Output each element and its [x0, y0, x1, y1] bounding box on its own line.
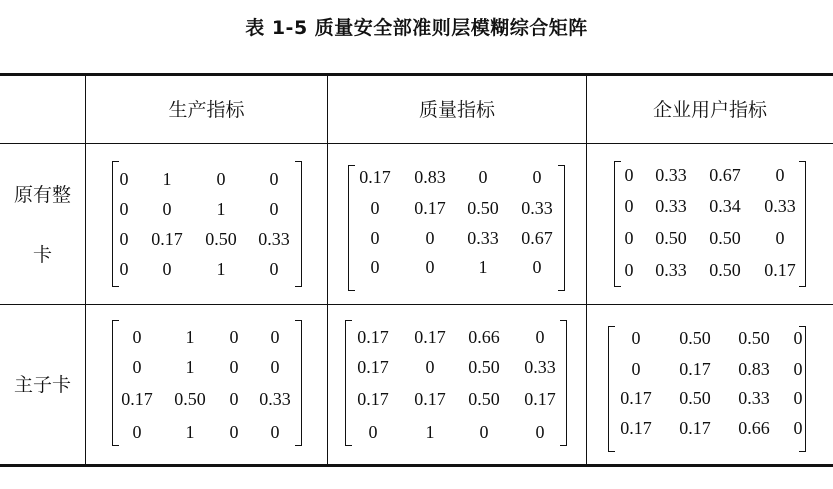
- matrix-cell: 0.66: [468, 327, 500, 347]
- matrix-cell: 0.83: [738, 359, 770, 379]
- matrix-cell: 0: [370, 228, 380, 248]
- matrix-cell: 0.33: [524, 357, 556, 377]
- matrix-cell: 0: [269, 169, 279, 189]
- matrix-row: [112, 417, 302, 447]
- matrix-cell: 1: [478, 257, 488, 277]
- matrix-cell: 0: [624, 165, 634, 185]
- matrix-cell: 1: [216, 199, 226, 219]
- matrix-cell: 0.67: [709, 165, 741, 185]
- matrix-cell: 0.17: [764, 260, 796, 280]
- matrix-row: [112, 224, 302, 254]
- matrix-row: [614, 191, 806, 221]
- matrix-cell: 0.33: [467, 228, 499, 248]
- matrix-cell: 0: [229, 357, 239, 377]
- matrix-cell: 0.50: [679, 328, 711, 348]
- matrix-row: [608, 413, 806, 443]
- matrix-cell: 1: [425, 422, 435, 442]
- matrix-cell: 0.50: [655, 228, 687, 248]
- matrix-cell: 0: [270, 357, 280, 377]
- matrix-row: [112, 322, 302, 352]
- matrix-cell: 0.17: [121, 389, 153, 409]
- matrix-row: [348, 193, 565, 223]
- matrix-cell: 0: [535, 327, 545, 347]
- matrix-cell: 0.17: [359, 167, 391, 187]
- matrix-cell: 0: [631, 359, 641, 379]
- matrix-cell: 0.17: [524, 389, 556, 409]
- matrix-cell: 0.17: [357, 357, 389, 377]
- matrix-cell: 0.50: [738, 328, 770, 348]
- matrix-row: [608, 323, 806, 353]
- matrix-row: [614, 160, 806, 190]
- matrix-cell: 0.50: [205, 229, 237, 249]
- matrix-cell: 0: [370, 257, 380, 277]
- matrix-cell: 0.17: [620, 388, 652, 408]
- matrix-cell: 1: [162, 169, 172, 189]
- fuzzy-matrix: [345, 320, 567, 444]
- matrix-cell: 0: [119, 169, 129, 189]
- table-bottom-rule: [0, 464, 833, 467]
- matrix-cell: 0: [216, 169, 226, 189]
- matrix-cell: 0: [119, 259, 129, 279]
- matrix-row: [112, 254, 302, 284]
- matrix-cell: 0.33: [521, 198, 553, 218]
- matrix-cell: 0.33: [258, 229, 290, 249]
- matrix-cell: 0: [532, 257, 542, 277]
- matrix-row: [345, 322, 567, 352]
- matrix-row: [608, 383, 806, 413]
- matrix-cell: 1: [185, 327, 195, 347]
- matrix-row: [348, 252, 565, 282]
- column-header-enterprise-user: 企业用户指标: [652, 99, 767, 121]
- matrix-cell: 0: [162, 259, 172, 279]
- matrix-cell: 0: [132, 422, 142, 442]
- matrix-cell: 0.17: [620, 418, 652, 438]
- row-header-line: 主子卡: [13, 374, 71, 396]
- matrix-cell: 0: [775, 228, 785, 248]
- matrix-cell: 0.17: [414, 389, 446, 409]
- matrix-cell: 0.33: [259, 389, 291, 409]
- matrix-cell: 0: [269, 199, 279, 219]
- matrix-cell: 0.50: [679, 388, 711, 408]
- matrix-cell: 0: [119, 229, 129, 249]
- row-header-line: 卡: [32, 244, 52, 266]
- matrix-cell: 0: [535, 422, 545, 442]
- matrix-cell: 0: [532, 167, 542, 187]
- matrix-row: [345, 417, 567, 447]
- matrix-row: [608, 354, 806, 384]
- matrix-cell: 0: [793, 388, 803, 408]
- fuzzy-matrix: [608, 326, 806, 450]
- fuzzy-matrix: [614, 161, 806, 285]
- matrix-row: [348, 223, 565, 253]
- matrix-row: [112, 384, 302, 414]
- matrix-row: [112, 194, 302, 224]
- matrix-row: [112, 164, 302, 194]
- matrix-row: [348, 162, 565, 192]
- matrix-cell: 0: [270, 422, 280, 442]
- matrix-cell: 0: [624, 196, 634, 216]
- matrix-cell: 0: [370, 198, 380, 218]
- row-header-main-sub-card: [0, 370, 85, 400]
- matrix-cell: 0.50: [709, 228, 741, 248]
- matrix-row: [614, 223, 806, 253]
- matrix-cell: 0.33: [655, 260, 687, 280]
- matrix-row: [345, 384, 567, 414]
- matrix-cell: 0: [132, 357, 142, 377]
- matrix-cell: 0: [775, 165, 785, 185]
- fuzzy-matrix: [112, 161, 302, 285]
- matrix-cell: 0: [479, 422, 489, 442]
- row-divider: [0, 304, 833, 305]
- matrix-cell: 0: [478, 167, 488, 187]
- row-header-original-card: [0, 180, 85, 270]
- matrix-cell: 0: [162, 199, 172, 219]
- matrix-cell: 0.33: [655, 165, 687, 185]
- column-header-production: 生产指标: [168, 99, 245, 121]
- matrix-cell: 0.83: [414, 167, 446, 187]
- matrix-cell: 0.50: [468, 389, 500, 409]
- matrix-cell: 0.50: [174, 389, 206, 409]
- matrix-cell: 0: [229, 389, 239, 409]
- matrix-cell: 0: [270, 327, 280, 347]
- matrix-cell: 0.50: [709, 260, 741, 280]
- matrix-cell: 0.33: [655, 196, 687, 216]
- matrix-cell: 0.17: [357, 327, 389, 347]
- matrix-cell: 1: [185, 422, 195, 442]
- matrix-cell: 1: [185, 357, 195, 377]
- matrix-cell: 0: [119, 199, 129, 219]
- matrix-cell: 0.17: [414, 327, 446, 347]
- matrix-cell: 0.17: [679, 418, 711, 438]
- column-header-quality: 质量指标: [418, 99, 495, 121]
- matrix-row: [614, 255, 806, 285]
- matrix-cell: 0.34: [709, 196, 741, 216]
- matrix-cell: 0.67: [521, 228, 553, 248]
- matrix-cell: 0: [624, 260, 634, 280]
- matrix-row: [112, 352, 302, 382]
- matrix-cell: 0: [368, 422, 378, 442]
- table-title: 表 1-5 质量安全部准则层模糊综合矩阵: [245, 17, 588, 39]
- fuzzy-matrix: [348, 165, 565, 289]
- matrix-cell: 0.17: [357, 389, 389, 409]
- matrix-cell: 0: [624, 228, 634, 248]
- matrix-cell: 0.33: [738, 388, 770, 408]
- matrix-cell: 0: [132, 327, 142, 347]
- matrix-cell: 0.66: [738, 418, 770, 438]
- matrix-cell: 0.50: [468, 357, 500, 377]
- matrix-cell: 0: [793, 359, 803, 379]
- matrix-cell: 0.50: [467, 198, 499, 218]
- matrix-cell: 0.17: [151, 229, 183, 249]
- row-header-line: 原有整: [13, 184, 71, 206]
- matrix-cell: 0: [793, 328, 803, 348]
- matrix-cell: 0.17: [414, 198, 446, 218]
- matrix-cell: 0: [793, 418, 803, 438]
- matrix-cell: 0: [425, 357, 435, 377]
- matrix-cell: 0: [229, 422, 239, 442]
- fuzzy-matrix: [112, 320, 302, 444]
- matrix-cell: 0.33: [764, 196, 796, 216]
- matrix-cell: 0: [269, 259, 279, 279]
- matrix-cell: 0: [425, 257, 435, 277]
- matrix-cell: 0: [425, 228, 435, 248]
- matrix-cell: 0.17: [679, 359, 711, 379]
- matrix-cell: 0: [631, 328, 641, 348]
- matrix-cell: 1: [216, 259, 226, 279]
- matrix-row: [345, 352, 567, 382]
- matrix-cell: 0: [229, 327, 239, 347]
